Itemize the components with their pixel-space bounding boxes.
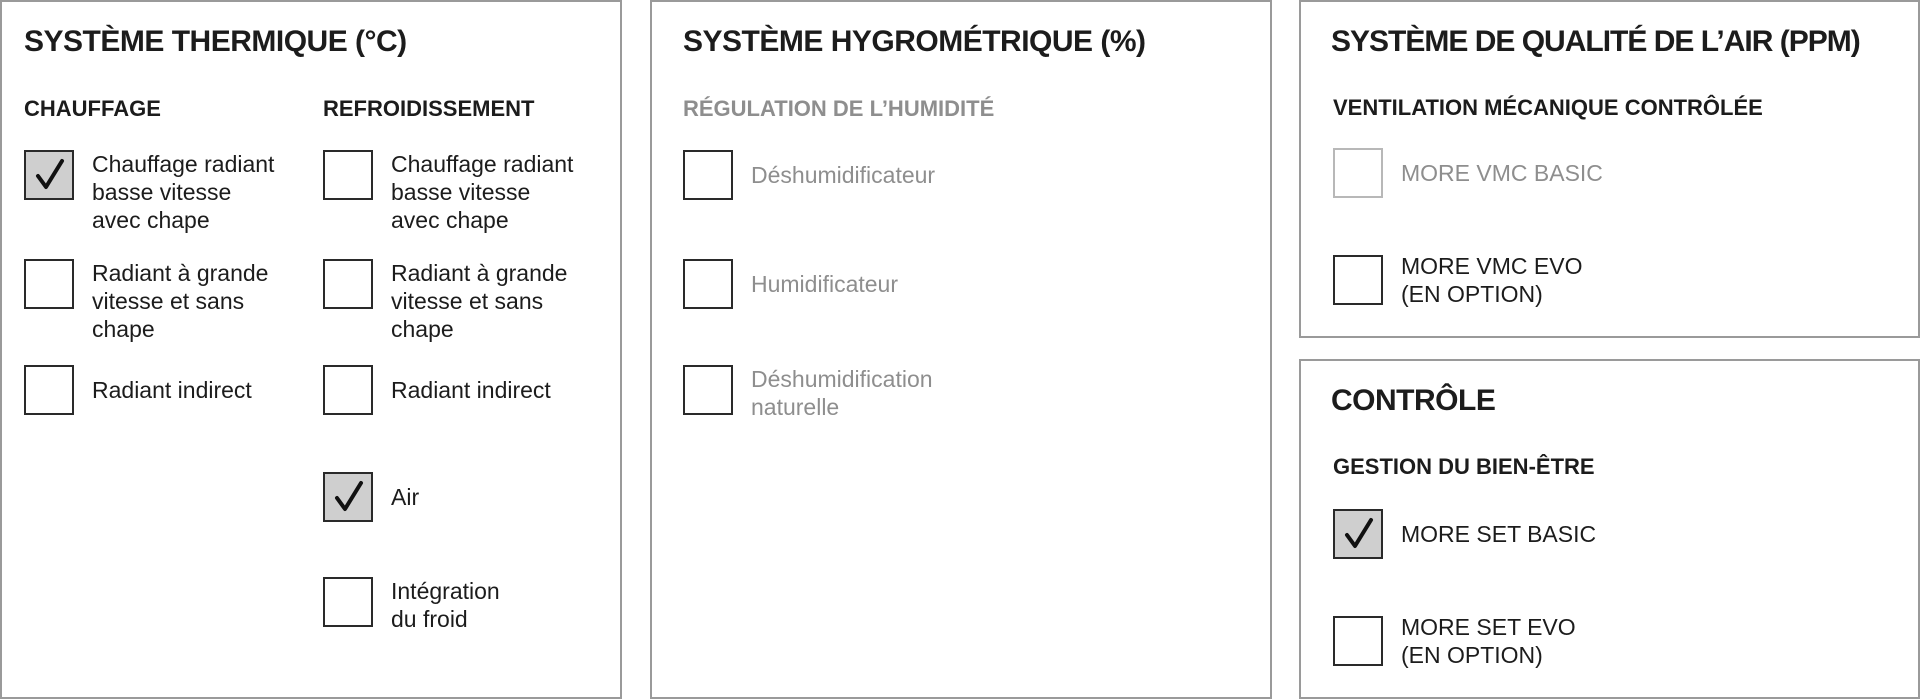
option-label: Radiant indirect [391, 377, 551, 403]
thermal-system-title: SYSTÈME THERMIQUE (°C) [24, 25, 407, 58]
checkbox[interactable] [683, 259, 733, 309]
heating-option-low-speed-screed[interactable] [24, 150, 274, 234]
option-label: Chauffage radiant basse vitesse avec chape [391, 151, 574, 233]
control-panel [1299, 359, 1920, 699]
option-label: Intégration du froid [391, 578, 500, 632]
cooling-title: REFROIDISSEMENT [323, 96, 535, 121]
checkmark-icon [333, 479, 365, 515]
checkbox[interactable] [1333, 148, 1383, 198]
heating-title: CHAUFFAGE [24, 96, 161, 121]
checkbox[interactable] [323, 259, 373, 309]
checkbox[interactable] [683, 365, 733, 415]
checkbox[interactable] [323, 365, 373, 415]
option-label: Humidificateur [751, 271, 898, 297]
option-label: Radiant à grande vitesse et sans chape [391, 260, 568, 342]
air-option-more-vmc-basic[interactable] [1333, 148, 1603, 198]
checkbox[interactable] [24, 259, 74, 309]
checkbox[interactable] [1333, 616, 1383, 666]
hygrometric-system-panel [650, 0, 1272, 699]
heating-option-high-speed-no-screed[interactable] [24, 259, 268, 343]
option-label: MORE SET BASIC [1401, 521, 1597, 547]
checkbox[interactable] [323, 150, 373, 200]
checkbox[interactable] [323, 472, 373, 522]
option-label: MORE SET EVO (EN OPTION) [1401, 614, 1576, 668]
control-option-more-set-evo[interactable] [1333, 616, 1576, 669]
control-option-more-set-basic[interactable] [1333, 509, 1596, 559]
option-label: Déshumidification naturelle [751, 366, 933, 420]
air-quality-system-panel [1299, 0, 1920, 338]
option-label: Chauffage radiant basse vitesse avec chape [92, 151, 275, 233]
checkmark-icon [1343, 516, 1375, 552]
option-label: Air [391, 484, 420, 510]
hygro-option-humidifier[interactable] [683, 259, 898, 309]
wellbeing-management-title: GESTION DU BIEN-ÊTRE [1333, 454, 1595, 479]
checkbox[interactable] [323, 577, 373, 627]
option-label: Radiant à grande vitesse et sans chape [92, 260, 269, 342]
checkmark-icon [34, 157, 66, 193]
cooling-option-air[interactable] [323, 472, 419, 522]
checkbox[interactable] [24, 150, 74, 200]
cooling-option-low-speed-screed[interactable] [323, 150, 573, 234]
cooling-option-high-speed-no-screed[interactable] [323, 259, 567, 343]
heating-option-indirect[interactable] [24, 365, 252, 415]
option-label: MORE VMC BASIC [1401, 160, 1603, 186]
cooling-option-cold-integration[interactable] [323, 577, 500, 633]
hygro-option-natural-dehumidification[interactable] [683, 365, 933, 421]
option-label: MORE VMC EVO (EN OPTION) [1401, 253, 1583, 307]
air-quality-system-title: SYSTÈME DE QUALITÉ DE L’AIR (PPM) [1331, 25, 1860, 58]
hygro-option-dehumidifier[interactable] [683, 150, 935, 200]
thermal-system-panel [0, 0, 622, 699]
air-option-more-vmc-evo[interactable] [1333, 255, 1582, 308]
cooling-option-indirect[interactable] [323, 365, 551, 415]
option-label: Déshumidificateur [751, 162, 936, 188]
checkbox[interactable] [24, 365, 74, 415]
control-title: CONTRÔLE [1331, 384, 1496, 417]
option-label: Radiant indirect [92, 377, 252, 403]
vmc-title: VENTILATION MÉCANIQUE CONTRÔLÉE [1333, 95, 1763, 120]
hygrometric-system-title: SYSTÈME HYGROMÉTRIQUE (%) [683, 25, 1146, 58]
humidity-regulation-title: RÉGULATION DE L’HUMIDITÉ [683, 96, 995, 121]
checkbox[interactable] [1333, 509, 1383, 559]
checkbox[interactable] [683, 150, 733, 200]
checkbox[interactable] [1333, 255, 1383, 305]
